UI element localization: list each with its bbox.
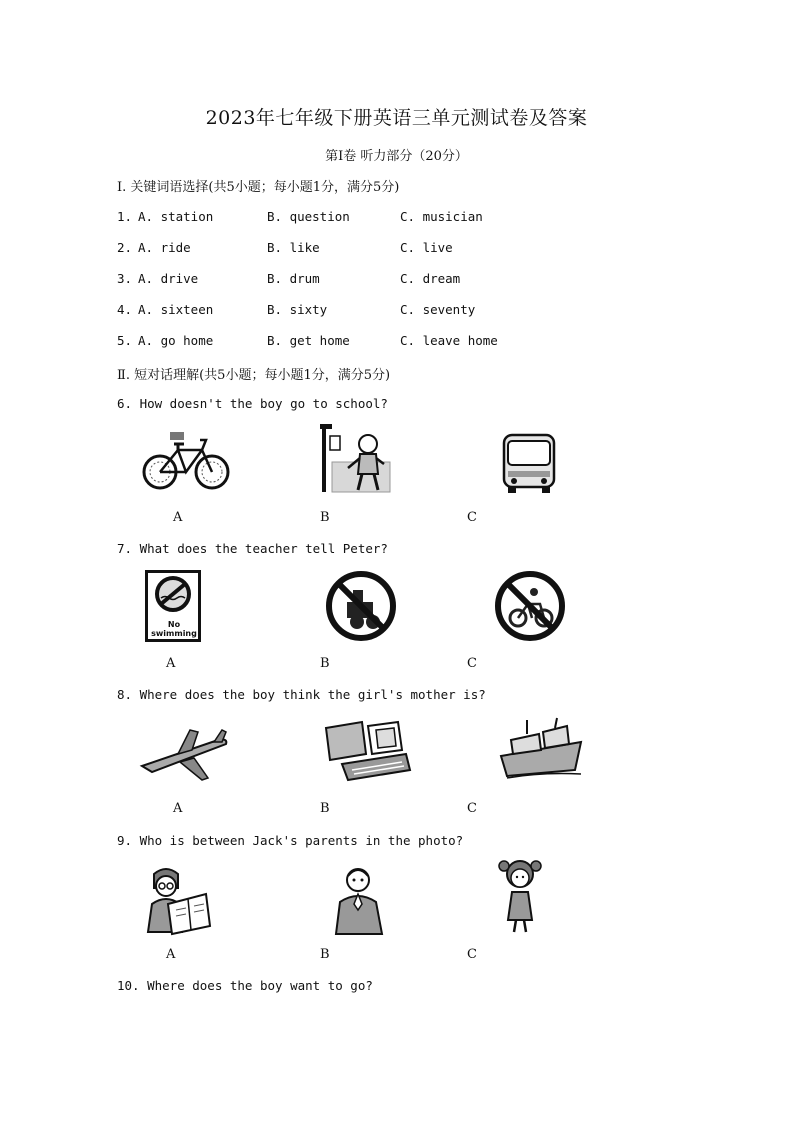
airplane-icon	[138, 726, 230, 784]
q2-option-a: A. ride	[138, 240, 191, 255]
bus-icon	[498, 431, 560, 495]
q4-number: 4.	[117, 302, 133, 317]
q6-text: 6. How doesn't the boy go to school?	[117, 396, 388, 411]
q5-option-a: A. go home	[138, 333, 214, 348]
no-cycling-sign-icon	[494, 570, 566, 642]
q2-option-b: B. like	[267, 240, 320, 255]
q7-label-c: C	[467, 656, 477, 671]
q6-label-a: A	[173, 510, 183, 525]
q7-label-a: A	[166, 656, 176, 671]
walking-kid-icon	[318, 422, 400, 496]
q6-label-c: C	[467, 510, 477, 525]
section-1-heading: Ⅰ. 关键词语选择(共5小题；每小题1分，满分5分)	[117, 180, 400, 195]
bicycle-icon	[140, 428, 232, 494]
part-subtitle: 第Ⅰ卷 听力部分（20分）	[325, 149, 468, 164]
q2-option-c: C. live	[400, 240, 453, 255]
q5-number: 5.	[117, 333, 133, 348]
q6-label-b: B	[320, 510, 330, 525]
q3-option-b: B. drum	[267, 271, 320, 286]
section-2-heading: Ⅱ. 短对话理解(共5小题；每小题1分，满分5分)	[117, 368, 391, 383]
q10-text: 10. Where does the boy want to go?	[117, 978, 373, 993]
girl-icon	[496, 858, 544, 934]
q1-option-c: C. musician	[400, 209, 483, 224]
q3-number: 3.	[117, 271, 133, 286]
q8-text: 8. Where does the boy think the girl's mother is?	[117, 687, 486, 702]
q4-option-c: C. seventy	[400, 302, 476, 317]
q9-text: 9. Who is between Jack's parents in the photo?	[117, 833, 464, 848]
q2-number: 2.	[117, 240, 133, 255]
q9-label-a: A	[166, 947, 176, 962]
q1-number: 1.	[117, 209, 133, 224]
q1-option-b: B. question	[267, 209, 350, 224]
q7-label-b: B	[320, 656, 330, 671]
q9-label-b: B	[320, 947, 330, 962]
q7-text: 7. What does the teacher tell Peter?	[117, 541, 388, 556]
q4-option-a: A. sixteen	[138, 302, 214, 317]
man-icon	[330, 864, 388, 936]
boat-icon	[497, 716, 585, 782]
no-swimming-sign-text: No swimming	[151, 620, 197, 638]
q3-option-a: A. drive	[138, 271, 199, 286]
page-title: 2023年七年级下册英语三单元测试卷及答案	[205, 107, 588, 129]
q5-option-c: C. leave home	[400, 333, 498, 348]
q3-option-c: C. dream	[400, 271, 461, 286]
computer-icon	[322, 718, 412, 784]
q8-label-c: C	[467, 801, 477, 816]
q5-option-b: B. get home	[267, 333, 350, 348]
q9-label-c: C	[467, 947, 477, 962]
q8-label-a: A	[173, 801, 183, 816]
no-drum-sign-icon	[325, 570, 397, 642]
q4-option-b: B. sixty	[267, 302, 328, 317]
woman-reading-icon	[140, 864, 214, 936]
q1-option-a: A. station	[138, 209, 214, 224]
q8-label-b: B	[320, 801, 330, 816]
